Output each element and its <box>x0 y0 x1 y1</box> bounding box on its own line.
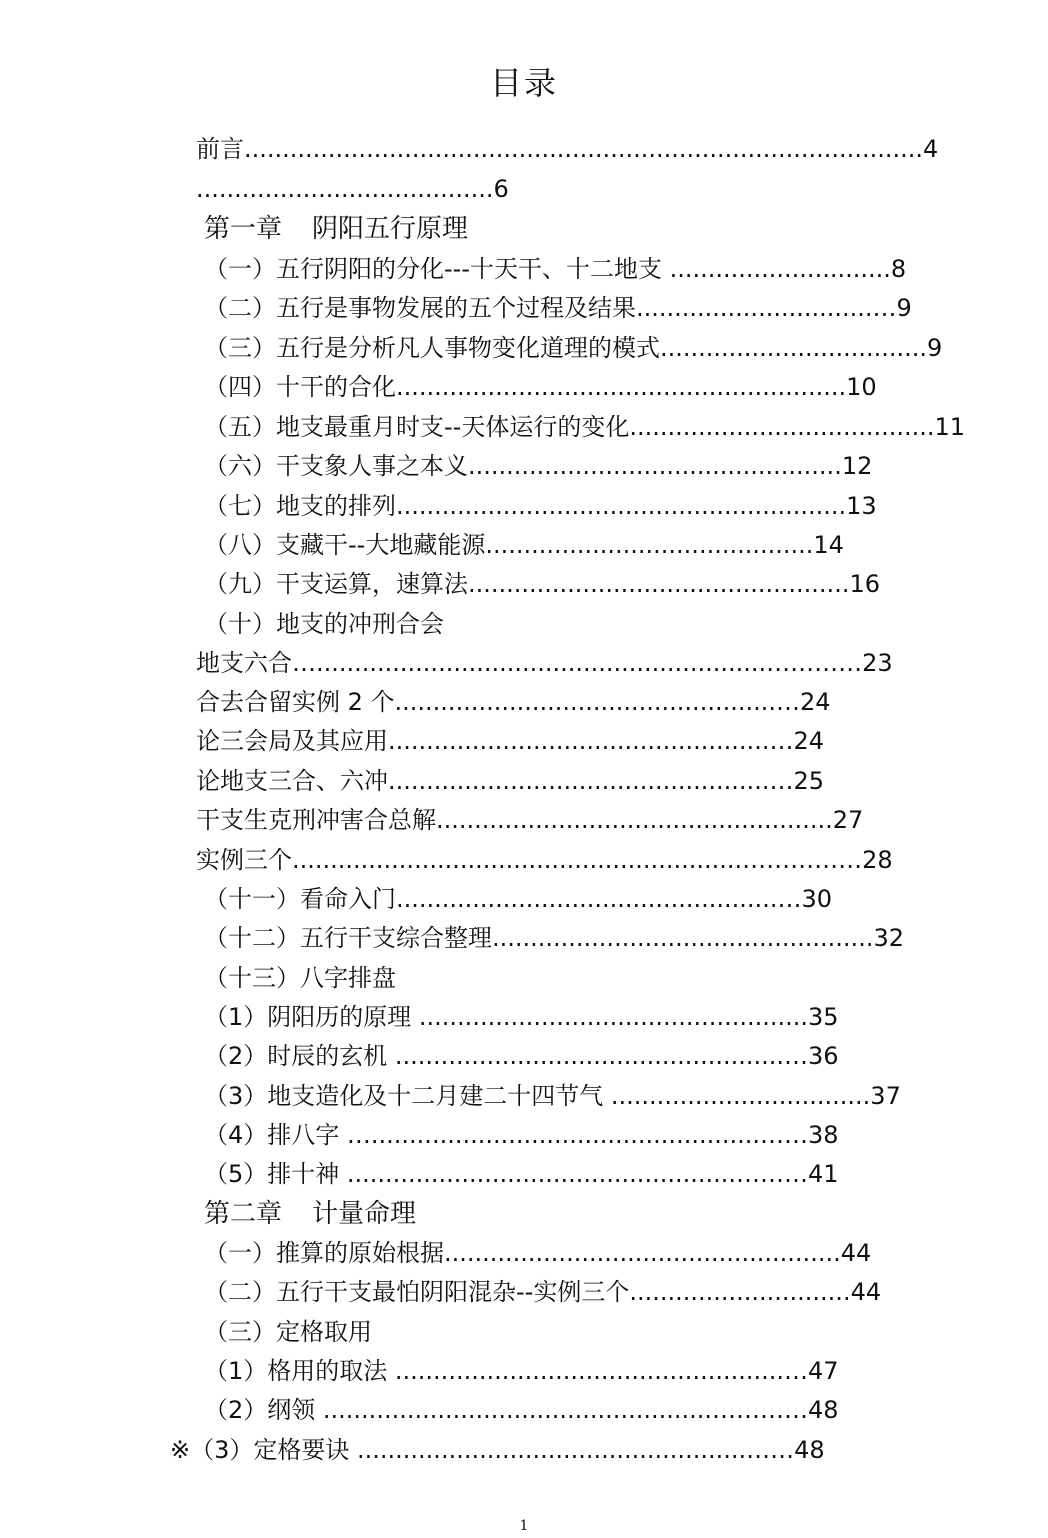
toc-entry <box>204 606 444 642</box>
toc-leader-dots: ................................... <box>660 334 928 362</box>
toc-entry <box>204 251 907 287</box>
toc-page-number: 6 <box>493 175 509 203</box>
page-number: 1 <box>519 1518 529 1534</box>
toc-leader-dots: .................................................... <box>436 806 833 834</box>
toc-page-number: 23 <box>862 649 893 677</box>
toc-page-number: 25 <box>793 767 824 795</box>
toc-entry <box>204 960 396 996</box>
toc-entry-title: （2）纲领 <box>204 1396 316 1424</box>
toc-entry <box>204 566 888 602</box>
toc-entry <box>204 409 966 445</box>
toc-leader-dots: ...................................................……… <box>339 1160 808 1188</box>
toc-leader-dots: ...........................................................………… <box>316 649 863 677</box>
toc-entry <box>196 171 509 207</box>
toc-leader-dots: ......................................................................................... <box>244 135 923 163</box>
toc-entry-title: （3）地支造化及十二月建二十四节气 <box>204 1082 604 1110</box>
toc-entry-title: （二）五行是事物发展的五个过程及结果 <box>204 294 636 322</box>
toc-page-number: 36 <box>807 1042 839 1070</box>
toc-entry <box>204 1235 880 1271</box>
chapter-name: 计量命理 <box>312 1199 417 1229</box>
toc-entry-title: （七）地支的排列 <box>204 492 396 520</box>
toc-leader-dots: ..................................................… <box>394 688 800 716</box>
toc-entry-title: （二）五行干支最怕阴阳混杂--实例三个 <box>204 1278 630 1306</box>
toc-leader-dots: ........................................................... <box>396 492 847 520</box>
toc-entry <box>204 488 877 524</box>
toc-entry <box>204 999 878 1035</box>
toc-entry-title: （八）支藏干--大地藏能源 <box>204 531 486 559</box>
toc-leader-dots: .................................................. <box>468 570 850 598</box>
toc-entry-title: （十）地支的冲刑合会 <box>204 610 444 638</box>
toc-entry <box>204 1038 878 1074</box>
toc-page-number: 4 <box>922 135 939 163</box>
toc-leader-dots: ............................. <box>661 255 891 283</box>
toc-entry <box>204 920 904 956</box>
chapter-number: 第一章 <box>204 214 283 244</box>
toc-entry <box>196 842 893 878</box>
toc-page-number: 38 <box>807 1121 839 1149</box>
toc-leader-dots: ...................................................…… <box>349 1436 795 1464</box>
toc-leader-dots: ............................. <box>629 1278 851 1306</box>
toc-entry-title: ※（3）定格要诀 <box>170 1436 350 1464</box>
toc-page-number: 35 <box>807 1003 839 1031</box>
toc-page-number: 8 <box>890 255 907 283</box>
toc-entry-title: 地支六合… <box>196 649 316 677</box>
toc-leader-dots: ...................................................… <box>387 1042 808 1070</box>
toc-leader-dots: ........................................ <box>629 413 935 441</box>
toc-entry <box>196 802 876 838</box>
toc-leader-dots: ...................................................…… <box>370 1121 808 1149</box>
toc-page-number: 48 <box>807 1396 839 1424</box>
toc-leader-dots: ..................................................… <box>388 767 794 795</box>
toc-entry <box>196 684 876 720</box>
chapter-number: 第二章 <box>204 1199 283 1229</box>
toc-entry-title: （六）干支象人事之本义 <box>204 452 468 480</box>
toc-entry-title: （一）五行阴阳的分化---十天干、十二地支 <box>204 255 662 283</box>
toc-page-number: 44 <box>850 1278 882 1306</box>
toc-entry-title: 论地支三合、六冲 <box>196 767 388 795</box>
toc-leader-dots: ...................................................………… <box>315 1396 808 1424</box>
toc-leader-dots: ...................................................… <box>387 1357 808 1385</box>
toc-page-number: 24 <box>793 727 824 755</box>
toc-leader-dots: ...........................................................…………… <box>292 846 863 874</box>
toc-leader-dots: ..................................................… <box>388 727 794 755</box>
toc-page-number: 47 <box>807 1357 839 1385</box>
toc-leader-dots: ..................................................… <box>396 885 802 913</box>
toc-leader-dots: ................................................. <box>468 452 842 480</box>
toc-entry-title: （九）干支运算，速算法 <box>204 570 468 598</box>
toc-page-number: 9 <box>896 294 912 322</box>
toc-page-number: 41 <box>807 1160 839 1188</box>
toc-entry <box>196 723 876 759</box>
toc-entry-title: （三）定格取用 <box>204 1318 372 1346</box>
toc-entry <box>204 1392 878 1428</box>
toc-leader-dots: ........................................................... <box>396 373 847 401</box>
toc-entry-title: （5）排十神 <box>204 1160 340 1188</box>
toc-entry-title: 前言 <box>196 135 244 163</box>
toc-page-number: 16 <box>849 570 880 598</box>
toc-entry <box>204 369 877 405</box>
toc-leader-dots: ...............................… <box>636 294 897 322</box>
toc-page-number: 9 <box>927 334 943 362</box>
toc-entry-title: （4）排八字 … <box>204 1121 371 1149</box>
toc-entry-title: （1）格用的取法 <box>204 1357 388 1385</box>
toc-page-number: 28 <box>862 846 893 874</box>
toc-entry <box>204 1117 878 1153</box>
toc-page-number: 30 <box>801 885 832 913</box>
toc-entry-title: （1）阴阳历的原理 <box>204 1003 412 1031</box>
toc-entry <box>204 1078 913 1114</box>
toc-page-number: 37 <box>870 1082 901 1110</box>
toc-entry-title: （十三）八字排盘 <box>204 964 396 992</box>
toc-page-number: 13 <box>846 492 877 520</box>
toc-entry-title: （四）十干的合化 <box>204 373 396 401</box>
toc-entry <box>204 1156 878 1192</box>
toc-leader-dots: ................................................... <box>411 1003 808 1031</box>
toc-entry-title: 论三会局及其应用 <box>196 727 388 755</box>
toc-entry-title: （十一）看命入门 <box>204 885 396 913</box>
toc-entry-title: 干支生克刑冲害合总解 <box>196 806 436 834</box>
toc-entry-title: 实例三个 <box>196 846 292 874</box>
toc-page-number: 32 <box>873 924 904 952</box>
toc-entry-title: （一）推算的原始根据 <box>204 1239 444 1267</box>
toc-page-number: 12 <box>841 452 873 480</box>
toc-page-number: 10 <box>846 373 877 401</box>
toc-page-number: 48 <box>794 1436 825 1464</box>
toc-entry-title: （五）地支最重月时支--天体运行的变化 <box>204 413 630 441</box>
toc-leader-dots: .................................. <box>603 1082 871 1110</box>
toc-entry <box>204 1353 878 1389</box>
toc-entry <box>204 448 888 484</box>
toc-leader-dots: .................................................. <box>492 924 874 952</box>
toc-entry <box>170 1432 874 1468</box>
toc-page-number: 14 <box>813 531 844 559</box>
toc-entry <box>204 1314 372 1350</box>
toc-entry <box>196 131 939 167</box>
toc-entry-title: （十二）五行干支综合整理 <box>204 924 492 952</box>
chapter-heading <box>204 1196 416 1232</box>
chapter-heading <box>204 211 468 247</box>
toc-entry <box>204 527 888 563</box>
toc-entry <box>196 763 876 799</box>
toc-page-number: 44 <box>840 1239 872 1267</box>
toc-entry-title: （三）五行是分析凡人事物变化道理的模式 <box>204 334 660 362</box>
toc-entry <box>204 290 912 326</box>
toc-page-number: 27 <box>832 806 864 834</box>
toc-title: 目录 <box>489 64 558 102</box>
toc-entry <box>204 1274 913 1310</box>
toc-leader-dots: ....................................... <box>196 175 494 203</box>
toc-entry <box>196 645 893 681</box>
toc-entry-title: （2）时辰的玄机 <box>204 1042 388 1070</box>
toc-entry-title: 合去合留实例 2 个 <box>196 688 395 716</box>
toc-page-number: 24 <box>799 688 831 716</box>
toc-entry <box>204 330 943 366</box>
toc-leader-dots: ........................................... <box>485 531 814 559</box>
toc-leader-dots: .................................................... <box>444 1239 841 1267</box>
toc-page-number: 11 <box>934 413 966 441</box>
chapter-name: 阴阳五行原理 <box>312 214 469 244</box>
toc-entry <box>204 881 876 917</box>
